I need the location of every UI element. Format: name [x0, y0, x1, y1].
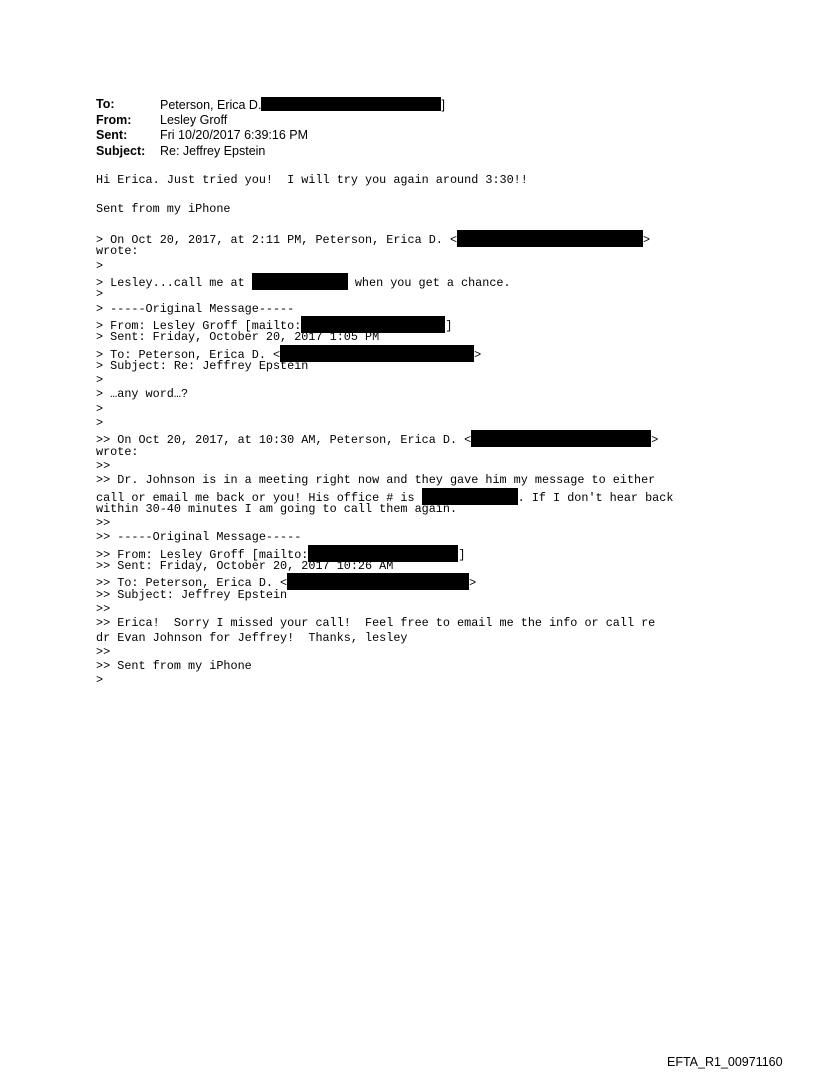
from-value: Lesley Groff — [160, 112, 228, 127]
body-line: within 30-40 minutes I am going to call them again. — [96, 501, 458, 516]
line-text: > On Oct 20, 2017, at 2:11 PM, Peterson, Erica D. < — [96, 233, 458, 248]
quoted-line: > — [96, 373, 104, 388]
quoted-line: > …any word…? — [96, 387, 189, 402]
body-line: wrote: — [96, 444, 139, 459]
quoted-line — [96, 573, 796, 591]
to-tail: ] — [441, 98, 445, 112]
body-line: Hi Erica. Just tried you! I will try you again around 3:30!! — [96, 173, 528, 187]
quoted-line: > — [96, 673, 104, 688]
quoted-line: > — [96, 401, 104, 416]
to-label: To: — [96, 97, 115, 111]
line-text: >> On Oct 20, 2017, at 10:30 AM, Peterson, Erica D. < — [96, 433, 472, 448]
quoted-line — [96, 230, 796, 248]
from-label: From: — [96, 112, 132, 127]
document-id: EFTA_R1_00971160 — [667, 1055, 783, 1069]
line-text: > — [474, 347, 482, 362]
quoted-line — [96, 545, 796, 562]
quoted-line — [96, 316, 796, 333]
quoted-line: >> — [96, 458, 111, 473]
line-text: > To: Peterson, Erica D. < — [96, 347, 281, 362]
quoted-line: >> Sent from my iPhone — [96, 659, 252, 674]
sent-value: Fri 10/20/2017 6:39:16 PM — [160, 128, 309, 142]
quoted-line: >> — [96, 601, 111, 616]
body-line: wrote: — [96, 244, 139, 259]
sent-label: Sent: — [96, 128, 128, 142]
line-text: >> From: Lesley Groff [mailto: — [96, 547, 309, 562]
quoted-line: >> — [96, 516, 111, 531]
to-value — [160, 97, 445, 114]
redaction-block — [261, 97, 441, 111]
line-text: when you get a chance. — [347, 276, 511, 291]
to-row — [96, 97, 716, 113]
quoted-line: > -----Original Message----- — [96, 301, 295, 316]
line-text: > — [643, 233, 651, 248]
line-text: . If I don't hear back — [517, 490, 674, 505]
line-text: ] — [458, 547, 466, 562]
line-text: > Lesley...call me at — [96, 276, 252, 291]
blank-line — [96, 187, 796, 201]
quoted-line: >> Subject: Jeffrey Epstein — [96, 587, 288, 602]
quoted-line: >> Dr. Johnson is in a meeting right now and they gave him my message to either — [96, 473, 656, 488]
quoted-line: >> -----Original Message----- — [96, 530, 302, 545]
quoted-line: >> Sent: Friday, October 20, 2017 10:26 AM — [96, 559, 394, 574]
line-text: > — [469, 576, 477, 591]
body-line: dr Evan Johnson for Jeffrey! Thanks, lesley — [96, 630, 408, 645]
subject-value: Re: Jeffrey Epstein — [160, 143, 266, 158]
quoted-line: > Sent: Friday, October 20, 2017 1:05 PM — [96, 330, 380, 345]
line-text: call or email me back or you! His office # is — [96, 490, 422, 505]
quoted-line: > — [96, 416, 104, 431]
quoted-line — [96, 345, 796, 362]
body-line — [96, 488, 796, 505]
quoted-line: > — [96, 287, 104, 302]
subject-label: Subject: — [96, 143, 146, 158]
body-line: Sent from my iPhone — [96, 201, 231, 216]
line-text: ] — [445, 318, 453, 333]
quoted-line: > Subject: Re: Jeffrey Epstein — [96, 358, 309, 373]
quoted-line: >> Erica! Sorry I missed your call! Feel free to email me the info or call re — [96, 616, 656, 631]
line-text: > — [651, 433, 659, 448]
quoted-line: >> — [96, 644, 111, 659]
sent-row — [96, 128, 716, 144]
line-text: >> To: Peterson, Erica D. < — [96, 576, 288, 591]
blank-line — [96, 216, 796, 230]
subject-row — [96, 144, 716, 160]
quoted-line — [96, 273, 796, 291]
quoted-line: > — [96, 258, 104, 273]
quoted-line — [96, 430, 796, 448]
email-body — [96, 173, 796, 688]
to-name: Peterson, Erica D. — [160, 98, 262, 112]
from-row — [96, 113, 716, 129]
line-text: > From: Lesley Groff [mailto: — [96, 318, 302, 333]
email-header — [96, 97, 716, 159]
